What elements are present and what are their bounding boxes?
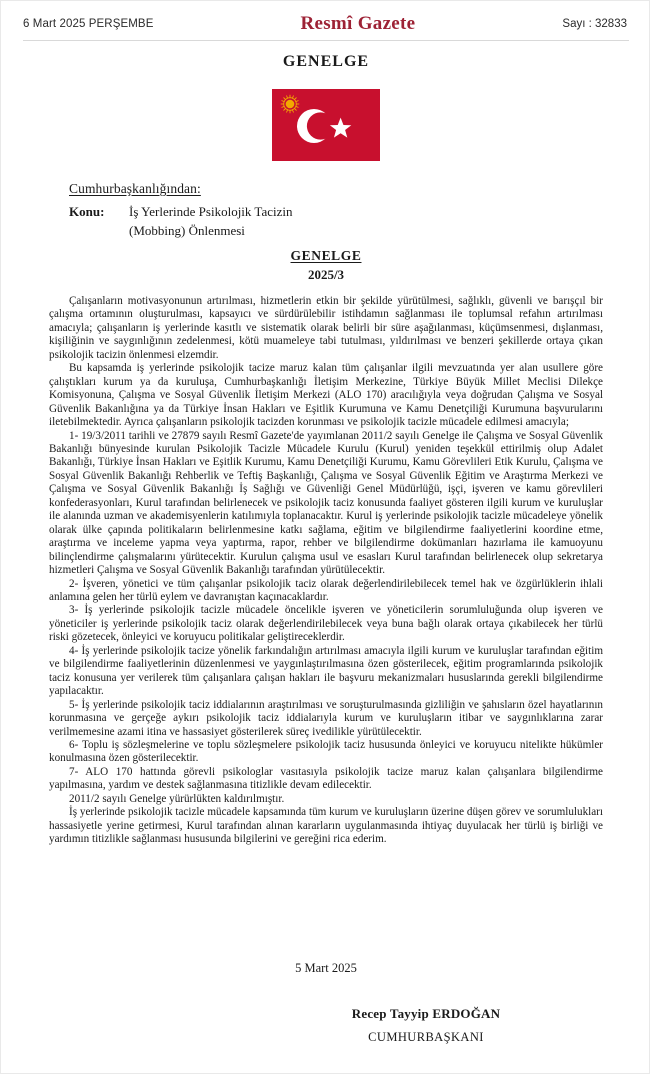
gazette-title: Resmî Gazete xyxy=(300,13,416,34)
publication-date: 6 Mart 2025 PERŞEMBE xyxy=(23,18,154,30)
body-paragraph: 3- İş yerlerinde psikolojik tacizle mücadele öncelikle işveren ve yöneticilerin sorumluluğunda olup işveren ve yöneticiler iş yerlerinde psikolojik taciz olarak değerlendirilebilecek veya buna bağlı olarak ortaya çıkabilecek her türlü riski gözetecek, önleyici ve koruyucu politikalar geliştireceklerdir. xyxy=(49,604,603,644)
body-paragraph: 1- 19/3/2011 tarihli ve 27879 sayılı Resmî Gazete'de yayımlanan 2011/2 sayılı Genelge ile Çalışma ve Sosyal Güvenlik Bakanlığı bünyesinde kurulan Psikolojik Tacizle Mücadele Kurulu (Kurul) yeniden teşekkül ettirilmiş olup Adalet Bakanlığı, Türkiye İnsan Hakları ve Eşitlik Kurumu, Kamu Denetçiliği Kurumu, Kamu Görevlileri Etik Kurulu, Çalışma ve Sosyal Güvenlik Bakanlığı Rehberlik ve Teftiş Başkanlığı, Çalışma ve Sosyal Güvenlik Eğitim ve Araştırma Merkezi ve Çalışma ve Sosyal Güvenlik Bakanlığı İş Sağlığı ve Güvenliği Genel Müdürlüğü, işçi, işveren ve kamu görevlileri konfederasyonları, Kurul tarafından belirlenecek ve psikolojik taciz konusunda faaliyet gösteren ilgili kurum ve kuruluşlar ile alanında uzman ve akademisyenlerin katılımıyla toplanacaktır. Kurul iş yerlerinde psikolojik tacizle mücadeleye yönelik olarak ülke çapında politikaların belirlenmesine katkı sağlama, eğitim ve bilgilendirme faaliyetlerini koordine etme, araştırma ve inceleme yapma veya yaptırma, rapor, rehber ve bilgilendirme dokümanları hazırlama ile kamuoyunu bilinçlendirme çalışmalarını yürütecektir. Kurulun çalışma usul ve esasları Kurul tarafından belirlenecek olup sekretarya hizmetleri Çalışma ve Sosyal Güvenlik Bakanlığı tarafından yürütülecektir. xyxy=(49,429,603,577)
body-paragraph: 5- İş yerlerinde psikolojik taciz iddialarının araştırılması ve soruşturulmasında gizliliğin ve şahısların özel hayatlarının korunmasına ve gerçeğe aykırı psikolojik taciz iddialarıyla kurum ve kuruluşların itibar ve saygınlıklarına zarar verilmemesine azami itina ve hassasiyet gösterilerek süreç ivedilikle yürütülecektir. xyxy=(49,698,603,738)
circular-body xyxy=(49,295,603,847)
emblem-container xyxy=(1,89,650,166)
body-paragraph: 2011/2 sayılı Genelge yürürlükten kaldırılmıştır. xyxy=(69,792,285,805)
body-paragraph: 6- Toplu iş sözleşmelerine ve toplu sözleşmelere psikolojik taciz hususunda önleyici ve koruyucu nitelikte hükümler konulmasına özen gösterilecektir. xyxy=(49,738,603,765)
signatory-title: CUMHURBAŞKANI xyxy=(368,1030,484,1044)
signatory-name: Recep Tayyip ERDOĞAN xyxy=(351,1006,501,1021)
body-paragraph: 7- ALO 170 hattında görevli psikologlar vasıtasıyla psikolojik tacize maruz kalan çalışanlara bilgilendirme yapılmasına, yardım ve destek sağlanmasına titizlikle devam edilecektir. xyxy=(49,765,603,792)
subject-value-line-1: İş Yerlerinde Psikolojik Tacizin xyxy=(129,204,293,219)
issuer-line: Cumhurbaşkanlığından: xyxy=(69,181,201,196)
subject-value-line-2: (Mobbing) Önlenmesi xyxy=(129,223,245,238)
body-paragraph: Çalışanların motivasyonunun artırılması, hizmetlerin etkin bir şekilde yürütülmesi, sağlıklı, güvenli ve barışçıl bir çalışma ortamının oluşturulması, kapsayıcı ve sürdürülebilir istihdamın sağlanması ile toplumsal refahın artırılması amacıyla; çalışanların iş yerlerinde kasıtlı ve sistematik olarak belirli bir süre aşağılanması, küçümsenmesi, dışlanması, kişiliğinin ve saygınlığının zedelenmesi, kötü muameleye tabi tutulması, yıldırılması ve benzeri şekillerde ortaya çıkan psikolojik tacizin önlenmesi elzemdir. xyxy=(49,295,603,361)
issue-number: Sayı : 32833 xyxy=(562,18,627,30)
masthead-divider xyxy=(23,40,629,41)
circular-number: 2025/3 xyxy=(307,267,345,282)
masthead xyxy=(23,13,627,35)
body-paragraph: 2- İşveren, yönetici ve tüm çalışanlar psikolojik taciz olarak değerlendirilebilecek temel hak ve özgürlüklerin ihlali anlamına gelen her türlü eylem ve davranıştan kaçınacaklardır. xyxy=(49,577,603,603)
body-paragraph: 4- İş yerlerinde psikolojik tacize yönelik farkındalığın artırılması amacıyla ilgili kurum ve kuruluşlar tarafından eğitim ve bilgilendirme faaliyetlerinin düzenlenmesi ve yaygınlaştırılmasına özen gösterilecek, eğitim programlarında psikolojik taciz konusuna yer verilerek tüm çalışanlara çalışan hakları ile başvuru mekanizmaları hususlarında gerekli bilgilendirme yapılacaktır. xyxy=(49,644,603,698)
subject-row-primary xyxy=(69,202,293,221)
subject-label: Konu: xyxy=(69,204,105,219)
body-paragraph: İş yerlerinde psikolojik tacizle mücadele kapsamında tüm kurum ve kuruluşların üzerine düşen görev ve sorumlulukları hassasiyetle yerine getirmesi, Kurul tarafından alınan kararların uygulanmasında ihtiyaç duyulacak her türlü iş birliği ve yardımın titizlikle sağlanması hususunda bilgilerini ve gereğini rica ederim. xyxy=(49,806,603,846)
subject-block xyxy=(69,202,293,240)
turkish-flag-presidency-emblem-icon xyxy=(272,89,380,161)
body-paragraph: Bu kapsamda iş yerlerinde psikolojik tacize maruz kalan tüm çalışanlar ilgili mevzuatında yer alan usullere göre çalıştıkları kurum ya da kuruluşa, Cumhurbaşkanlığı İletişim Merkezine, Türkiye Büyük Millet Meclisi Dilekçe Komisyonuna, Çalışma ve Sosyal Güvenlik İletişim Merkezi (ALO 170) aracılığıyla veya doğrudan Çalışma ve Sosyal Güvenlik Bakanlığına ya da Türkiye İnsan Hakları ve Eşitlik Kurumuna ve Kamu Denetçiliği Kurumuna başvurularını iletebilmektedir. Ayrıca çalışanların psikolojik tacizden korunması ve psikolojik tacizle mücadele edilmesi amacıyla; xyxy=(49,362,603,429)
document-type-heading: GENELGE xyxy=(282,53,370,70)
circular-title: GENELGE xyxy=(290,248,362,263)
signature-date: 5 Mart 2025 xyxy=(295,961,357,975)
